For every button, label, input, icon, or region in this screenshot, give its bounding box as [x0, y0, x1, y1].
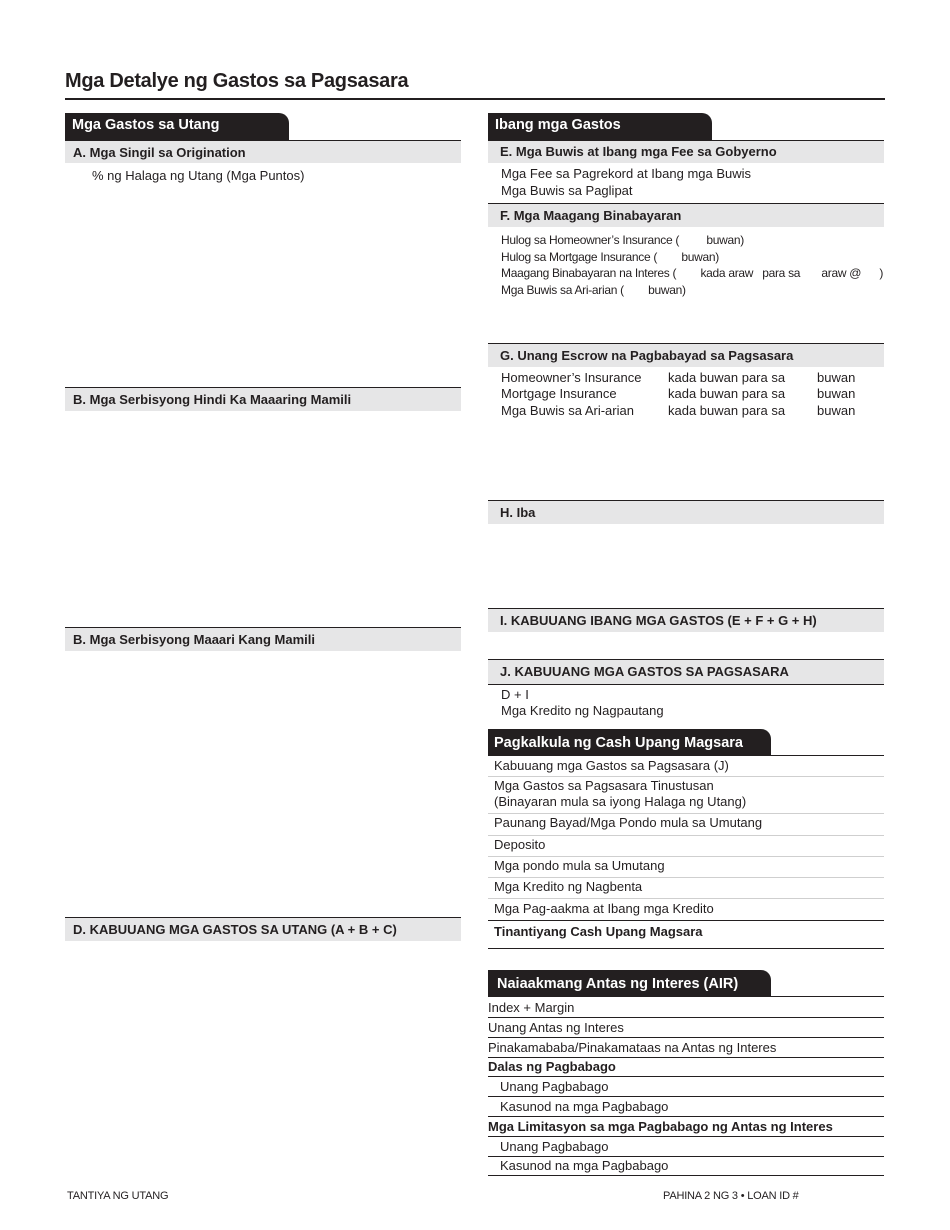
row-divider [488, 813, 884, 814]
section-h-header: H. Iba [488, 500, 884, 524]
air-row-initial-rate: Unang Antas ng Interes [488, 1018, 884, 1038]
section-g-item: Mga Buwis sa Ari-arian [501, 403, 634, 418]
section-j-d-plus-i: D + I [501, 687, 529, 702]
section-j-lender-credits: Mga Kredito ng Nagpautang [501, 703, 664, 718]
section-g-unit: buwan [817, 370, 856, 385]
air-row-rate-limits: Mga Limitasyon sa mga Pagbabago ng Antas ng Interes [488, 1117, 884, 1137]
section-f-property-taxes: Mga Buwis sa Ari-arian ( buwan) [501, 283, 686, 297]
cash-to-close-tab: Pagkalkula ng Cash Upang Magsara [488, 729, 771, 756]
section-g-unit: buwan [817, 403, 856, 418]
cash-to-close-tab-rule [488, 755, 884, 756]
section-e-transfer-taxes: Mga Buwis sa Paglipat [501, 183, 633, 198]
section-c-header: B. Mga Serbisyong Maaari Kang Mamili [65, 627, 461, 651]
cash-row-adjustments: Mga Pag-aakma at Ibang mga Kredito [494, 901, 714, 916]
section-f-header: F. Mga Maagang Binabayaran [488, 203, 884, 227]
air-table-tab-rule [488, 996, 884, 997]
cash-row-funds-for-borrower: Mga pondo mula sa Umutang [494, 858, 665, 873]
section-g-item: Homeowner’s Insurance [501, 370, 642, 385]
section-i-header: I. KABUUANG IBANG MGA GASTOS (E + F + G + H) [488, 608, 884, 632]
air-row-index-margin: Index + Margin [488, 998, 884, 1018]
row-divider [488, 877, 884, 878]
section-g-rate: kada buwan para sa [668, 370, 786, 385]
cash-row-estimated-cash-to-close: Tinantiyang Cash Upang Magsara [494, 924, 703, 939]
section-g-item: Mortgage Insurance [501, 386, 617, 401]
section-e-header: E. Mga Buwis at Ibang mga Fee sa Gobyerno [488, 141, 884, 163]
footer-document-name: TANTIYA NG UTANG [67, 1190, 169, 1202]
page-title: Mga Detalye ng Gastos sa Pagsasara [65, 70, 409, 92]
cash-row-financed-costs: Mga Gastos sa Pagsasara Tinustusan [494, 778, 714, 793]
section-g-rate: kada buwan para sa [668, 403, 786, 418]
row-divider [488, 835, 884, 836]
section-d-header: D. KABUUANG MGA GASTOS SA UTANG (A + B + C) [65, 917, 461, 941]
air-row-limit-first-change: Unang Pagbabago [488, 1137, 884, 1157]
air-row-subsequent-changes: Kasunod na mga Pagbabago [488, 1097, 884, 1117]
cash-total-bottom-rule [488, 948, 884, 949]
loan-costs-tab: Mga Gastos sa Utang [65, 113, 289, 140]
section-e-recording-fees: Mga Fee sa Pagrekord at Ibang mga Buwis [501, 166, 752, 181]
section-g-unit: buwan [817, 386, 856, 401]
other-costs-tab: Ibang mga Gastos [488, 113, 712, 140]
cash-row-deposit: Deposito [494, 837, 546, 852]
section-b-header: B. Mga Serbisyong Hindi Ka Maaaring Mamili [65, 387, 461, 411]
air-row-min-max-rate: Pinakamababa/Pinakamataas na Antas ng Interes [488, 1038, 884, 1058]
section-a-points: % ng Halaga ng Utang (Mga Puntos) [92, 168, 305, 183]
air-table-tab: Naiaakmang Antas ng Interes (AIR) [488, 970, 771, 997]
section-f-homeowners-insurance: Hulog sa Homeowner’s Insurance ( buwan) [501, 233, 744, 247]
cash-row-financed-costs-note: (Binayaran mula sa iyong Halaga ng Utang) [494, 794, 747, 809]
air-row-first-change: Unang Pagbabago [488, 1077, 884, 1097]
cash-row-seller-credits: Mga Kredito ng Nagbenta [494, 879, 643, 894]
section-f-mortgage-insurance: Hulog sa Mortgage Insurance ( buwan) [501, 250, 719, 264]
air-row-limit-subsequent-changes: Kasunod na mga Pagbabago [488, 1156, 884, 1176]
cash-row-down-payment: Paunang Bayad/Mga Pondo mula sa Umutang [494, 815, 763, 830]
row-divider [488, 856, 884, 857]
cash-total-top-rule [488, 920, 884, 921]
row-divider [488, 898, 884, 899]
title-divider [65, 98, 885, 100]
section-j-header: J. KABUUANG MGA GASTOS SA PAGSASARA [488, 659, 884, 685]
section-g-rate: kada buwan para sa [668, 386, 786, 401]
air-row-change-frequency: Dalas ng Pagbabago [488, 1057, 884, 1077]
footer-page-number: PAHINA 2 NG 3 • LOAN ID # [663, 1190, 799, 1202]
section-g-header: G. Unang Escrow na Pagbabayad sa Pagsasara [488, 343, 884, 367]
section-a-header: A. Mga Singil sa Origination [65, 141, 461, 163]
section-f-prepaid-interest: Maagang Binabayaran na Interes ( kada araw para sa araw @ ) [501, 266, 884, 280]
cash-row-total-closing-costs: Kabuuang mga Gastos sa Pagsasara (J) [494, 758, 729, 773]
row-divider [488, 776, 884, 777]
